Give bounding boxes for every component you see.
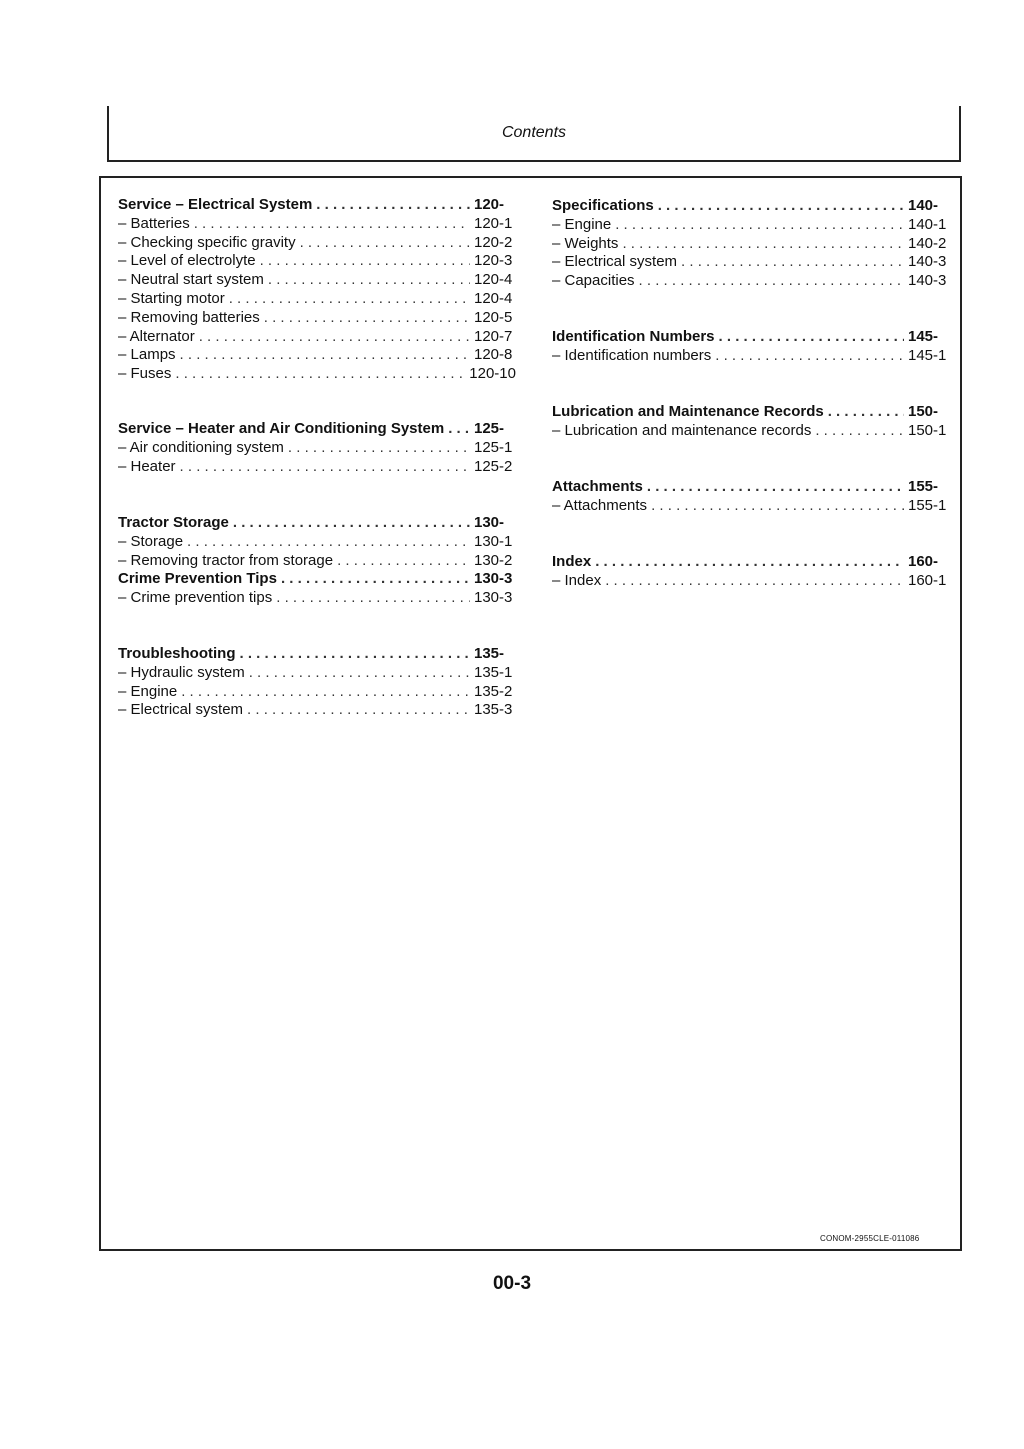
toc-entry-label: – Attachments [552, 496, 648, 514]
toc-section-lubrication [552, 403, 950, 441]
toc-entry-page: 160- [908, 553, 939, 570]
toc-section-index [552, 553, 950, 591]
dot-leader [595, 553, 904, 572]
toc-entry-page: 160-1 [908, 571, 947, 589]
toc-entry-page: 155- [908, 478, 939, 495]
dot-leader [229, 290, 470, 309]
toc-entry-page: 140- [908, 197, 939, 214]
dot-leader [264, 309, 470, 328]
toc-entry-label: – Air conditioning system [118, 438, 284, 456]
toc-entry-page: 150- [908, 403, 939, 420]
dot-leader [651, 497, 904, 516]
dot-leader [719, 328, 904, 347]
toc-section-heater [118, 420, 516, 476]
toc-entry-label: – Engine [552, 215, 612, 233]
toc-section-specifications [552, 197, 950, 291]
dot-leader [233, 514, 470, 533]
toc-entry-page: 135-1 [474, 663, 513, 681]
toc-entry-page: 120-3 [474, 252, 513, 270]
toc-entry-label: – Neutral start system [118, 271, 264, 289]
toc-entry-label: – Heater [118, 457, 176, 475]
page-number: 00-3 [492, 1273, 532, 1294]
toc-entry-page: 120-10 [469, 365, 516, 383]
dot-leader [194, 215, 470, 234]
dot-leader [828, 403, 904, 422]
toc-entry-page: 120-4 [474, 271, 513, 289]
toc-entry-label: – Removing tractor from storage [118, 551, 334, 569]
dot-leader [199, 328, 470, 347]
dot-leader [337, 552, 470, 571]
toc-entry-row [118, 533, 516, 552]
dot-leader [247, 701, 470, 720]
toc-entry-page: 125-1 [474, 438, 513, 456]
toc-entry-label: – Starting motor [118, 289, 225, 307]
toc-entry-row [552, 272, 950, 291]
toc-entry-page: 150-1 [908, 421, 947, 439]
toc-entry-page: 140-3 [908, 272, 947, 290]
toc-entry-page: 120-2 [474, 233, 513, 251]
toc-entry-row [118, 589, 516, 608]
toc-entry-page: 155-1 [908, 496, 947, 514]
toc-entry-label: – Weights [552, 234, 619, 252]
toc-entry-page: 145- [908, 328, 939, 345]
dot-leader [815, 422, 904, 441]
toc-entry-page: 125-2 [474, 457, 513, 475]
dot-leader [715, 347, 904, 366]
toc-entry-row [118, 683, 516, 702]
toc-heading-row [118, 570, 516, 589]
toc-heading-row [552, 197, 950, 216]
toc-heading-row [552, 478, 950, 497]
toc-section-attachments [552, 478, 950, 516]
toc-entry-row [118, 346, 516, 365]
toc-entry-page: 120-7 [474, 327, 513, 345]
toc-entry-label: Specifications [552, 197, 654, 214]
toc-entry-label: Tractor Storage [118, 514, 229, 531]
page-title: Contents [501, 124, 567, 141]
toc-entry-row [118, 290, 516, 309]
toc-entry-page: 120-1 [474, 214, 513, 232]
toc-entry-label: – Hydraulic system [118, 663, 245, 681]
toc-entry-label: – Electrical system [552, 253, 678, 271]
toc-entry-label: Attachments [552, 478, 643, 495]
toc-heading-row [118, 420, 516, 439]
dot-leader [276, 589, 470, 608]
toc-entry-label: – Lamps [118, 346, 176, 364]
dot-leader [316, 196, 470, 215]
toc-entry-page: 130-3 [474, 589, 513, 607]
toc-entry-label: – Identification numbers [552, 346, 712, 364]
toc-entry-label: – Checking specific gravity [118, 233, 296, 251]
dot-leader [658, 197, 904, 216]
toc-entry-label: Index [552, 553, 592, 570]
toc-entry-label: – Lubrication and maintenance records [552, 421, 812, 439]
toc-entry-label: – Storage [118, 532, 184, 550]
header-box [107, 106, 961, 162]
toc-entry-row [552, 347, 950, 366]
toc-entry-row [118, 365, 516, 384]
toc-entry-page: 120-4 [474, 289, 513, 307]
toc-entry-row [118, 664, 516, 683]
toc-section-storage [118, 514, 516, 608]
toc-entry-page: 145-1 [908, 346, 947, 364]
toc-entry-label: – Alternator [118, 327, 195, 345]
toc-entry-label: – Engine [118, 682, 178, 700]
toc-entry-label: – Level of electrolyte [118, 252, 256, 270]
dot-leader [175, 365, 465, 384]
toc-entry-page: 120-8 [474, 346, 513, 364]
toc-entry-page: 140-2 [908, 234, 947, 252]
toc-heading-row [118, 196, 516, 215]
toc-entry-label: – Batteries [118, 214, 190, 232]
toc-entry-row [552, 572, 950, 591]
toc-entry-row [552, 235, 950, 254]
toc-entry-row [118, 234, 516, 253]
toc-entry-label: – Electrical system [118, 701, 244, 719]
dot-leader [240, 645, 471, 664]
toc-entry-row [118, 271, 516, 290]
toc-entry-row [118, 458, 516, 477]
toc-entry-label: Service – Heater and Air Conditioning System [118, 420, 445, 437]
toc-entry-row [118, 328, 516, 347]
toc-entry-page: 120-5 [474, 308, 513, 326]
toc-entry-page: 130-2 [474, 551, 513, 569]
toc-entry-label: – Capacities [552, 272, 635, 290]
dot-leader [300, 234, 470, 253]
toc-entry-page: 140-3 [908, 253, 947, 271]
dot-leader [268, 271, 470, 290]
dot-leader [622, 235, 904, 254]
toc-heading-row [118, 514, 516, 533]
toc-heading-row [118, 645, 516, 664]
toc-entry-label: Service – Electrical System [118, 196, 313, 213]
dot-leader [187, 533, 470, 552]
toc-heading-row [552, 553, 950, 572]
toc-heading-row [552, 403, 950, 422]
toc-entry-page: 140-1 [908, 215, 947, 233]
toc-entry-row [118, 439, 516, 458]
toc-entry-page: 125- [474, 420, 505, 437]
dot-leader [288, 439, 470, 458]
dot-leader [448, 420, 470, 439]
toc-entry-row [118, 252, 516, 271]
toc-entry-page: 135-2 [474, 682, 513, 700]
toc-entry-label: – Fuses [118, 365, 172, 383]
toc-entry-label: – Removing batteries [118, 308, 260, 326]
document-code: CONOM-2955CLE-011086 [820, 1234, 920, 1243]
toc-entry-label: Troubleshooting [118, 645, 236, 662]
toc-entry-page: 130- [474, 514, 505, 531]
dot-leader [260, 252, 470, 271]
toc-entry-row [552, 422, 950, 441]
toc-entry-page: 130-1 [474, 532, 513, 550]
toc-entry-label: Lubrication and Maintenance Records [552, 403, 824, 420]
toc-entry-page: 135- [474, 645, 505, 662]
dot-leader [181, 683, 470, 702]
toc-entry-row [118, 552, 516, 571]
toc-entry-page: 120- [474, 196, 505, 213]
toc-entry-row [118, 215, 516, 234]
dot-leader [681, 253, 904, 272]
toc-entry-row [118, 701, 516, 720]
toc-heading-row [552, 328, 950, 347]
dot-leader [281, 570, 470, 589]
toc-entry-label: Crime Prevention Tips [118, 570, 277, 588]
toc-entry-label: – Index [552, 571, 602, 589]
dot-leader [647, 478, 904, 497]
dot-leader [180, 346, 470, 365]
toc-section-electrical [118, 196, 516, 384]
dot-leader [605, 572, 904, 591]
toc-entry-row [552, 216, 950, 235]
toc-entry-row [118, 309, 516, 328]
toc-entry-row [552, 497, 950, 516]
dot-leader [180, 458, 470, 477]
toc-entry-page: 130-3 [474, 570, 513, 588]
dot-leader [639, 272, 904, 291]
dot-leader [249, 664, 470, 683]
toc-section-identification [552, 328, 950, 366]
toc-section-troubleshooting [118, 645, 516, 720]
toc-entry-label: Identification Numbers [552, 328, 715, 345]
dot-leader [615, 216, 904, 235]
toc-entry-label: – Crime prevention tips [118, 589, 273, 607]
toc-entry-row [552, 253, 950, 272]
toc-entry-page: 135-3 [474, 701, 513, 719]
